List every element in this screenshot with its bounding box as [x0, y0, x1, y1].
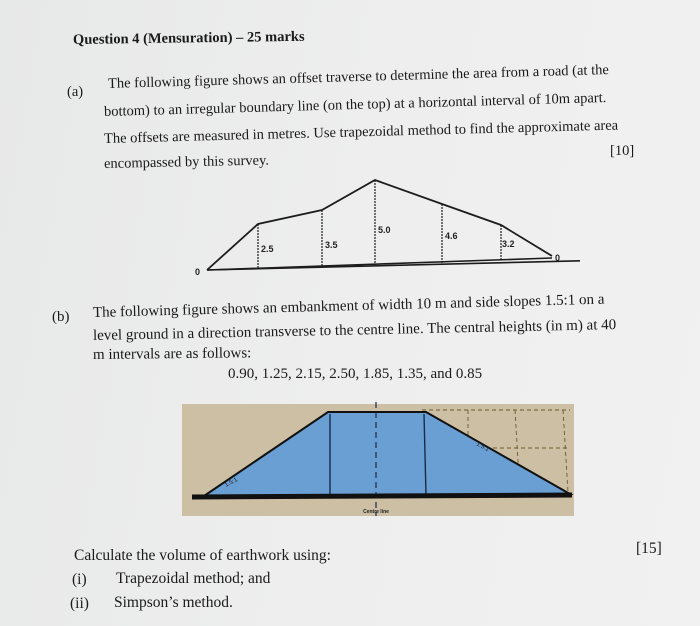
method-2-text: Simpson’s method.	[114, 594, 233, 611]
offset-traverse-figure	[180, 172, 580, 282]
part-a-text-line-1: The following figure shows an offset traverse to determine the area from a road (at the	[107, 62, 610, 92]
offset-label: 3.2	[502, 239, 515, 249]
method-2-number: (ii)	[70, 595, 89, 612]
method-1-number: (i)	[72, 571, 87, 588]
part-a-text-line-4: encompassed by this survey.	[103, 152, 270, 172]
part-a-label: (a)	[67, 84, 84, 100]
offset-label-end: 0	[555, 253, 561, 263]
calculate-prompt: Calculate the volume of earthwork using:	[74, 547, 331, 564]
offset-label: 4.6	[445, 231, 458, 241]
method-1-text: Trapezoidal method; and	[116, 570, 271, 587]
part-b-text-line-1: The following figure shows an embankment of width 10 m and side slopes 1.5:1 on a	[92, 291, 605, 321]
offset-label: 2.5	[261, 244, 274, 254]
offset-label: 5.0	[378, 225, 391, 235]
central-heights: 0.90, 1.25, 2.15, 2.50, 1.85, 1.35, and 0.85	[228, 366, 483, 382]
part-b-text-line-2: level ground in a direction transverse to the centre line. The central heights (in m) at 40	[92, 317, 617, 344]
part-a-marks: [10]	[610, 143, 635, 159]
part-a-text-line-2: bottom) to an irregular boundary line (on the top) at a horizontal interval of 10m apart.	[103, 89, 607, 120]
embankment-figure	[178, 400, 576, 522]
question-heading: Question 4 (Mensuration) – 25 marks	[72, 28, 305, 48]
part-b-marks: [15]	[636, 540, 662, 557]
ground-line	[192, 495, 572, 497]
slope-label-right: 1.5:1	[475, 441, 490, 454]
part-b-label: (b)	[52, 309, 70, 325]
offset-label-start: 0	[195, 267, 201, 277]
slope-label-left: 1.5:1	[224, 477, 239, 489]
part-a-text-line-3: The offsets are measured in metres. Use trapezoidal method to find the approximate area	[103, 117, 619, 147]
part-b-text-line-3: m intervals are as follows:	[92, 345, 252, 363]
offset-label: 3.5	[325, 240, 338, 250]
centre-line-label: Centre line	[363, 509, 389, 515]
